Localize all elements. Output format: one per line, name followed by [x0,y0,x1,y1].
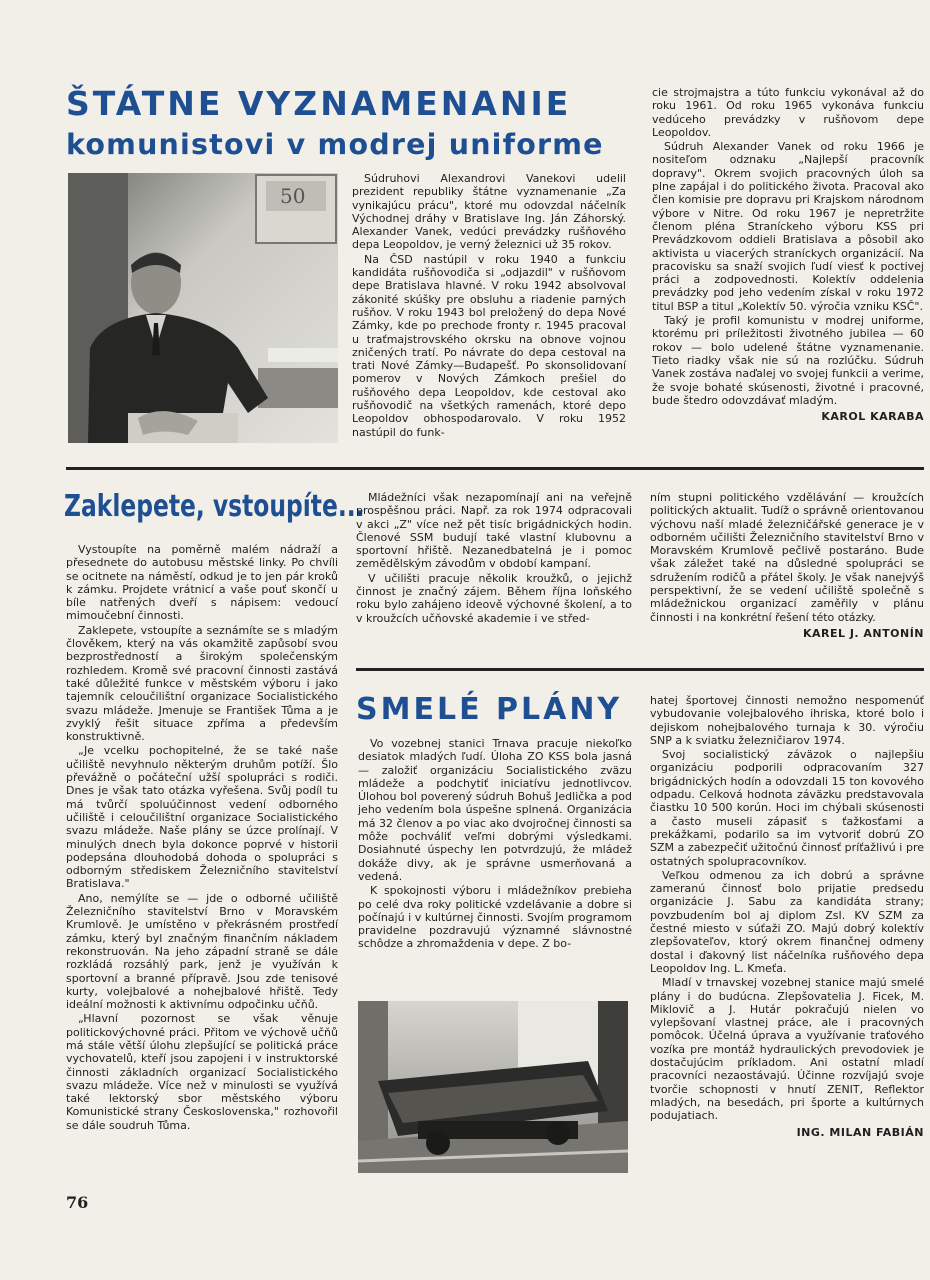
article1-column-2 [352,172,626,440]
article2-column-3 [650,491,924,640]
trolley-photo [358,1001,628,1173]
article3-col3-para-2: Svoj socialistický záväzok o najlepšiu organizáciu podporili odpracovaním 327 brigádnických hodín a odovzdali 15 ton kovového odpadu. Celková hodnota záväzku predstavovala čiastku 10 500 korún. Hoci im chýbali skúsenosti a často museli zápasiť s ťažkosťami a prekážkami, podarilo sa im vytvoriť dobrú ZO SZM a zabezpečiť užitočnú činnosť príťažlivú i pre ostatných spolupracovníkov. [650,748,924,868]
article1-col2-para-2: Na ČSD nastúpil v roku 1940 a funkciu kandidáta rušňovodiča si „odjazdil" v rušňovom depe Bratislava hlavné. V roku 1942 absolvoval zákonité skúšky pre obsluhu a riadenie parných rušňov. V roku 1943 bol preložený do depa Nové Zámky, kde po prechode fronty r. 1945 pracoval u traťmajstrovského okrsku na obnove vojnou zničených tratí. Po návrate do depa cestoval na trati Nové Zámky—Budapešť. Po skonsolidovaní pomerov v Nových Zámkoch prešiel do rušňového depa Leopoldov, kde cestoval ako rušňovodič na všetkých ramenách, ktoré depo Leopoldov obhospodarovalo. V roku 1952 nastúpil do funk- [352,252,626,439]
article1-col3-para-2: Súdruh Alexander Vanek od roku 1966 je nositeľom odznaku „Najlepší pracovník dopravy". Okrem svojich pracovných úloh sa plne zapájal i do politického života. Pracoval ako člen komisie pre dopravu pri Krajskom národnom výbore v Nitre. Od roku 1967 je nepretržite členom pléna Straníckeho výboru KSS pri Prevádzkovom oddieli Bratislava a pôsobil ako aktivista u viacerých straníckych organizácií. Na pracovisku sa snaží svojich ľudí viesť k poctivej práci a zodpovednosti. Kolektív oddelenia prevádzky pod jeho vedením získal v roku 1972 titul BSP a titul „Kolektív 50. výročia vzniku KSČ". [652,140,924,313]
page-number: 76 [66,1193,89,1212]
article2-col1-para-4: Ano, nemýlíte se — jde o odborné učiliště Železničního stavitelství Brno v Moravském Krumlově. Je umístěno v překrásném prostředí zámku, který byl značným finančním nákladem rekonstruován. Na jeho západní straně se dále rozkládá rozsáhlý park, jenž je využíván k sportovní a branné přípravě. Jsou zde tenisové kurty, volejbalové a nohejbalové hřiště. Tedy ideální možnosti k aktivnímu odpočinku učňů. [66,891,338,1012]
article3-column-3 [650,694,924,1139]
article3-title: SMELÉ PLÁNY [356,692,623,727]
article2-title: Zaklepete, vstoupíte... [64,489,365,524]
article2-col1-para-3: „Je vcelku pochopitelné, že se také naše učiliště nevyhnulo některým druhům potíží. Šlo převážně o počáteční užší spolupráci s rodiči. Dnes je však tato otázka vyřešena. Svůj podíl tu má tvůrčí spoluúčinnost vedení odborného učiliště i celoučilištní organizace Socialistického svazu mládeže. Naše plány se úzce prolínají. V minulých dnech byla dokonce poprvé v historii podepsána dlouhodobá dohoda o spolupráci s odborným střediskem Železničního stavitelství Bratislava." [66,744,338,891]
article1-column-3 [652,86,924,423]
portrait-photo [68,173,338,443]
article3-col3-para-4: Mladí v trnavskej vozebnej stanice majú smelé plány i do budúcna. Zlepšovatelia J. Ficek, M. Miklovič a J. Hutár pokračujú nielen vo vylepšovaní vlastnej práce, ale i pracovných pomôcok. Účelná úprava a využívanie traťového vozíka pre montáž hydraulických prevodoviek je dostačujúcim príkladom. Ani ostatní mladí pracovníci nezaostávajú. Účinne rozvíjajú svoje tvorčie schopnosti v hnutí ZENIT, Reflektor mladých, na besedách, pri športe a kultúrnych podujatiach. [650,976,924,1123]
divider-middle [356,668,924,671]
article3-col2-para-1: Vo vozebnej stanici Trnava pracuje niekoľko desiatok mladých ľudí. Úloha ZO KSS bola jasná — založiť organizáciu Socialistického zväzu mládeže a podchytiť iniciatívu jednotlivcov. Úlohou bol poverený súdruh Bohuš Jedlička a pod jeho vedením bola úspešne splnená. Organizácia má 32 členov a po viac ako dvojročnej činnosti sa môže pochváliť veľmi dobrými výsledkami. Dosiahnuté úspechy len potvrdzujú, že mládež dokáže divy, ak je správne usmerňovaná a vedená. [358,737,632,883]
article1-author: KAROL KARABA [821,410,924,424]
article3-col3-para-3: Veľkou odmenou za ich dobrú a správne zameranú činnosť bolo prijatie predsedu organizácie J. Sabu za kandidáta strany; povzbudením bol aj diplom ZsI. KV SZM za čestné miesto v súťaži ZO. Majú dobrý kolektív zlepšovateľov, ktorý okrem finančnej odmeny dostal i ďakovný list náčelníka rušňového depa Leopoldov Ing. L. Kmeťa. [650,868,924,975]
photo-wall-sign: 50 [280,184,306,208]
article2-col2-para-2: V učilišti pracuje několik kroužků, o jejichž činnost je značný zájem. Během října loňského roku bylo zahájeno ideově výchovné školení, a to v kroužcích učňovské akademie i ve střed- [356,571,632,625]
article3-column-2 [358,737,632,952]
divider-top [66,467,924,470]
article2-col1-para-1: Vystoupíte na poměrně malém nádraží a přesednete do autobusu městské linky. Po chvíli se ocitnete na náměstí, odkud je to jen pár kroků k zámku. Projdete vrátnicí a vaše pouť skončí u bíle natřených dveří s nápisem: vedoucí mimoučební činnosti. [66,543,338,623]
article2-column-1 [66,543,338,1133]
article2-col1-para-2: Zaklepete, vstoupíte a seznámíte se s mladým člověkem, který na vás okamžitě zapůsobí svou bezprostředností a širokým společenským rozhledem. Kromě své pracovní činnosti zastává také důležité funkce v městském výboru i jako tajemník celoučilištní organizace Socialistického svazu mládeže. Jmenuje se František Tůma a je zvyklý řešit situace zpříma a především konstruktivně. [66,623,338,744]
trolley-photo-image [358,1001,628,1173]
article2-col1-para-5: „Hlavní pozornost se však věnuje politickovýchovné práci. Přitom ve výchově učňů má stále větší úlohu zlepšující se politická práce vychovatelů, kteří jsou zapojeni i v instruktorské činnosti základních organizací Socialistického svazu mládeže. Více než v minulosti se využívá také lektorský sbor městského výboru Komunistické strany Československa," rozhovořil se dále soudruh Tůma. [66,1012,338,1132]
article2-col3-para-1: ním stupni politického vzdělávání — kroužcích politických aktualit. Tudíž o správně orientovanou výchovu naší mladé železničářské generace je v odborném učilišti Železničního stavitelství Brno v Moravském Krumlově pečlivě postaráno. Bude však záležet také na důsledné spolupráci se sdružením rodičů a přátel školy. Je však nanejvýš perspektivní, že se vedení učiliště společně s mládežnickou organizací zaměřily v plánu činnosti i na konkrétní řešení této otázky. [650,491,924,624]
article3-col3-para-1: hatej športovej činnosti nemožno nespomenúť vybudovanie volejbalového ihriska, ktoré bolo i dejiskom nohejbalového turnaja k 30. výročiu SNP a k sviatku železničiarov 1974. [650,694,924,747]
article3-col2-para-2: K spokojnosti výboru i mládežníkov prebieha po celé dva roky politické vzdelávanie a dobre si počínajú i v kultúrnej činnosti. Svojím programom pravidelne pozdravujú významné slávnostné schôdze a zhromaždenia v depe. Z bo- [358,884,632,951]
article1-col2-para-1: Súdruhovi Alexandrovi Vanekovi udelil prezident republiky štátne vyznamenanie „Za vynikajúcu prácu", ktoré mu odovzdal náčelník Východnej dráhy v Bratislave Ing. Ján Záhorský. Alexander Vanek, vedúci prevádzky rušňového depa Leopoldov, je verný železnici už 35 rokov. [352,172,626,252]
article1-title: ŠTÁTNE VYZNAMENANIE [66,84,572,123]
portrait-photo-image [68,173,338,443]
article3-author: ING. MILAN FABIÁN [796,1125,924,1139]
article2-col2-para-1: Mládežníci však nezapomínají ani na veřejně prospěšnou práci. Např. za rok 1974 odpracovali v akci „Z" více než pět tisíc brigádnických hodin. Členové SSM budují také vlastní klubovnu a sportovní hřiště. Nezanedbatelná je i pomoc zemědělským závodům v období kampaní. [356,491,632,571]
article1-col3-para-3: Taký je profil komunistu v modrej uniforme, ktorému pri príležitosti životného jubilea — 60 rokov — bolo udelené štátne vyznamenanie. Tieto riadky však nie sú na rozlúčku. Súdruh Vanek zostáva naďalej vo svojej funkcii a verime, že svoje bohaté skúsenosti, životné i pracovné, bude štedro odovzdávať mladým. [652,314,924,407]
article1-col3-para-1: cie strojmajstra a túto funkciu vykonával až do roku 1961. Od roku 1965 vykonáva funkciu vedúceho prevádzky v rušňovom depe Leopoldov. [652,86,924,139]
article2-author: KAREL J. ANTONÍN [802,626,924,640]
article2-column-2 [356,491,632,626]
article1-subtitle: komunistovi v modrej uniforme [66,128,604,161]
